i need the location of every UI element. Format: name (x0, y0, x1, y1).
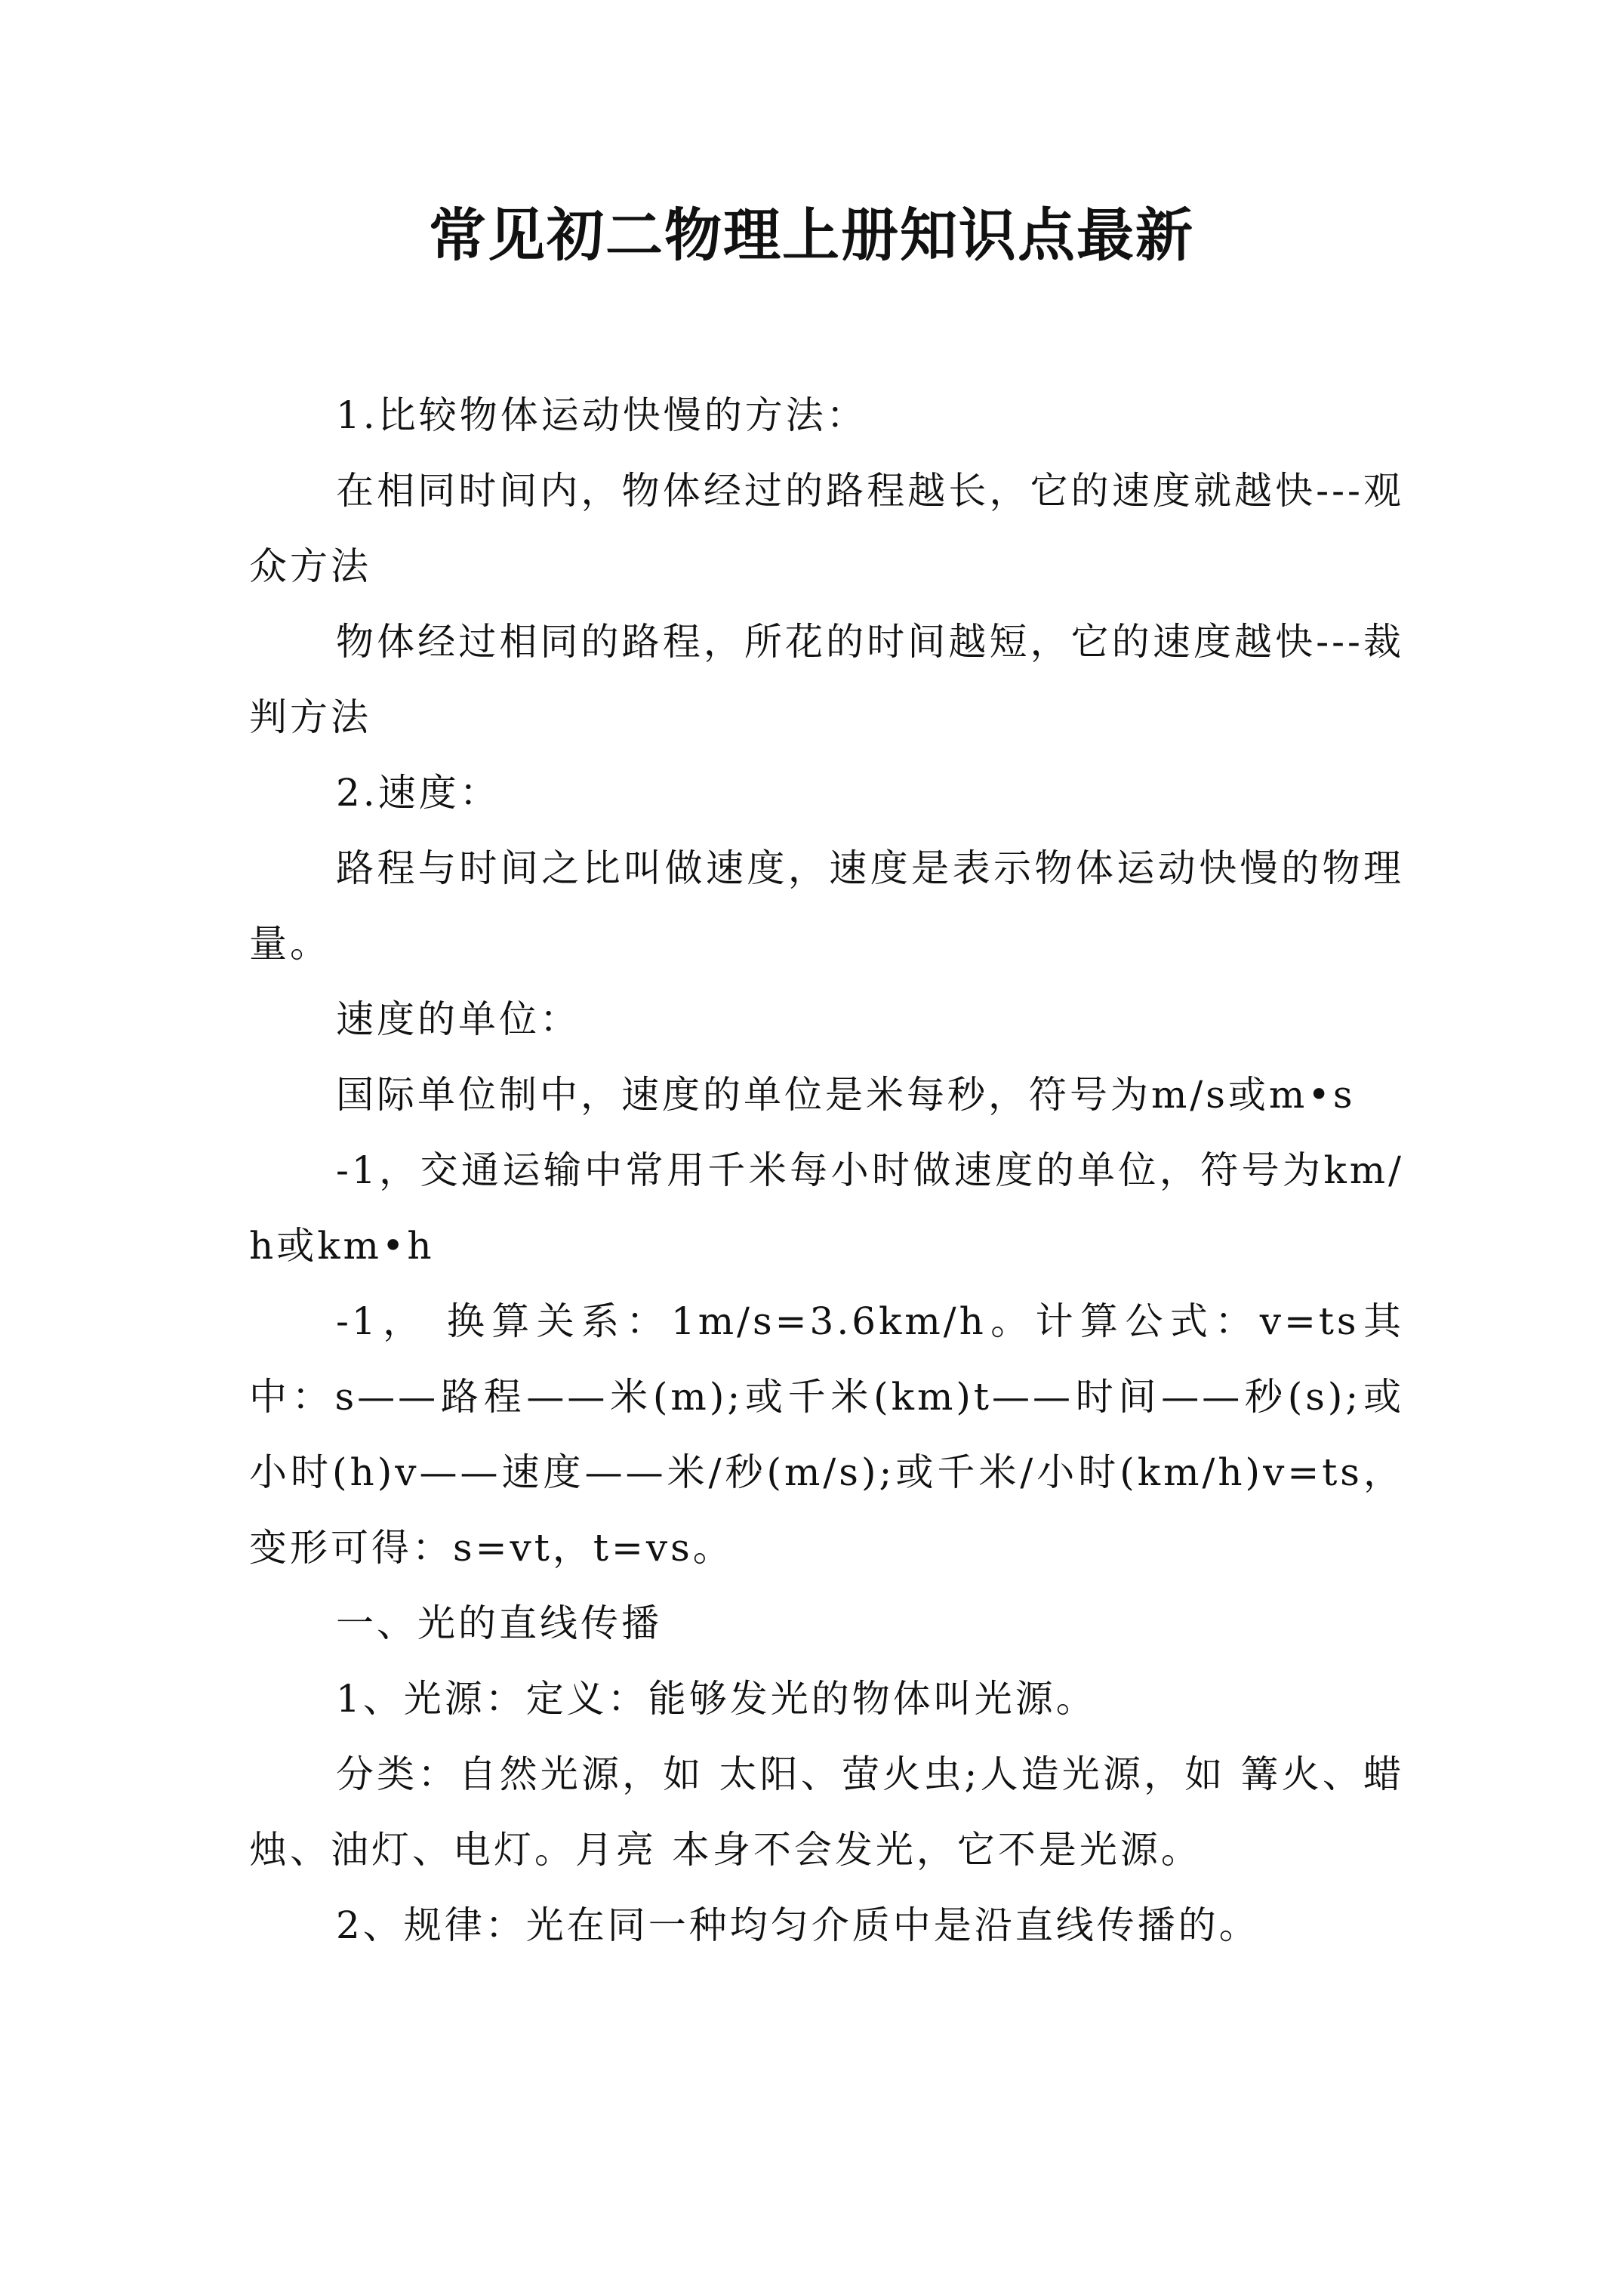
paragraph-audience-method: 在相同时间内，物体经过的路程越长，它的速度就越快---观众方法 (249, 469, 1404, 588)
paragraph-light-source-classification: 分类：自然光源，如 太阳、萤火虫;人造光源，如 篝火、蜡烛、油灯、电灯。月亮 本身不会发光，它不是光源。 (249, 1752, 1404, 1872)
paragraph-km-per-hour: -1，交通运输中常用千米每小时做速度的单位，符号为km/h或km•h (249, 1148, 1404, 1268)
paragraph-conversion-formula: -1， 换算关系：1m/s=3.6km/h。计算公式：v=ts其中：s——路程——米(m);或千米(km)t——时间——秒(s);或小时(h)v——速度——米/秒(m/s);或千米/小时(km/h)v=ts，变形可得：s=vt，t=vs。 (249, 1299, 1404, 1570)
paragraph-si-unit: 国际单位制中，速度的单位是米每秒，符号为m/s或m•s (336, 1073, 1356, 1117)
paragraph-light-section-heading: 一、光的直线传播 (336, 1601, 662, 1645)
paragraph-speed-unit-heading: 速度的单位： (336, 997, 581, 1041)
document-title: 常见初二物理上册知识点最新 (429, 202, 1194, 269)
paragraph-light-propagation-rule: 2、规律：光在同一种均匀介质中是沿直线传播的。 (336, 1903, 1260, 1947)
paragraph-light-source-definition: 1、光源：定义：能够发光的物体叫光源。 (336, 1677, 1097, 1721)
paragraph-speed-definition: 路程与时间之比叫做速度，速度是表示物体运动快慢的物理量。 (249, 846, 1404, 966)
paragraph-speed-heading: 2.速度： (336, 771, 500, 815)
document-body (249, 378, 1404, 1963)
paragraph-speed-methods-heading: 1.比较物体运动快慢的方法： (336, 393, 867, 437)
paragraph-referee-method: 物体经过相同的路程，所花的时间越短，它的速度越快---裁判方法 (249, 620, 1404, 739)
